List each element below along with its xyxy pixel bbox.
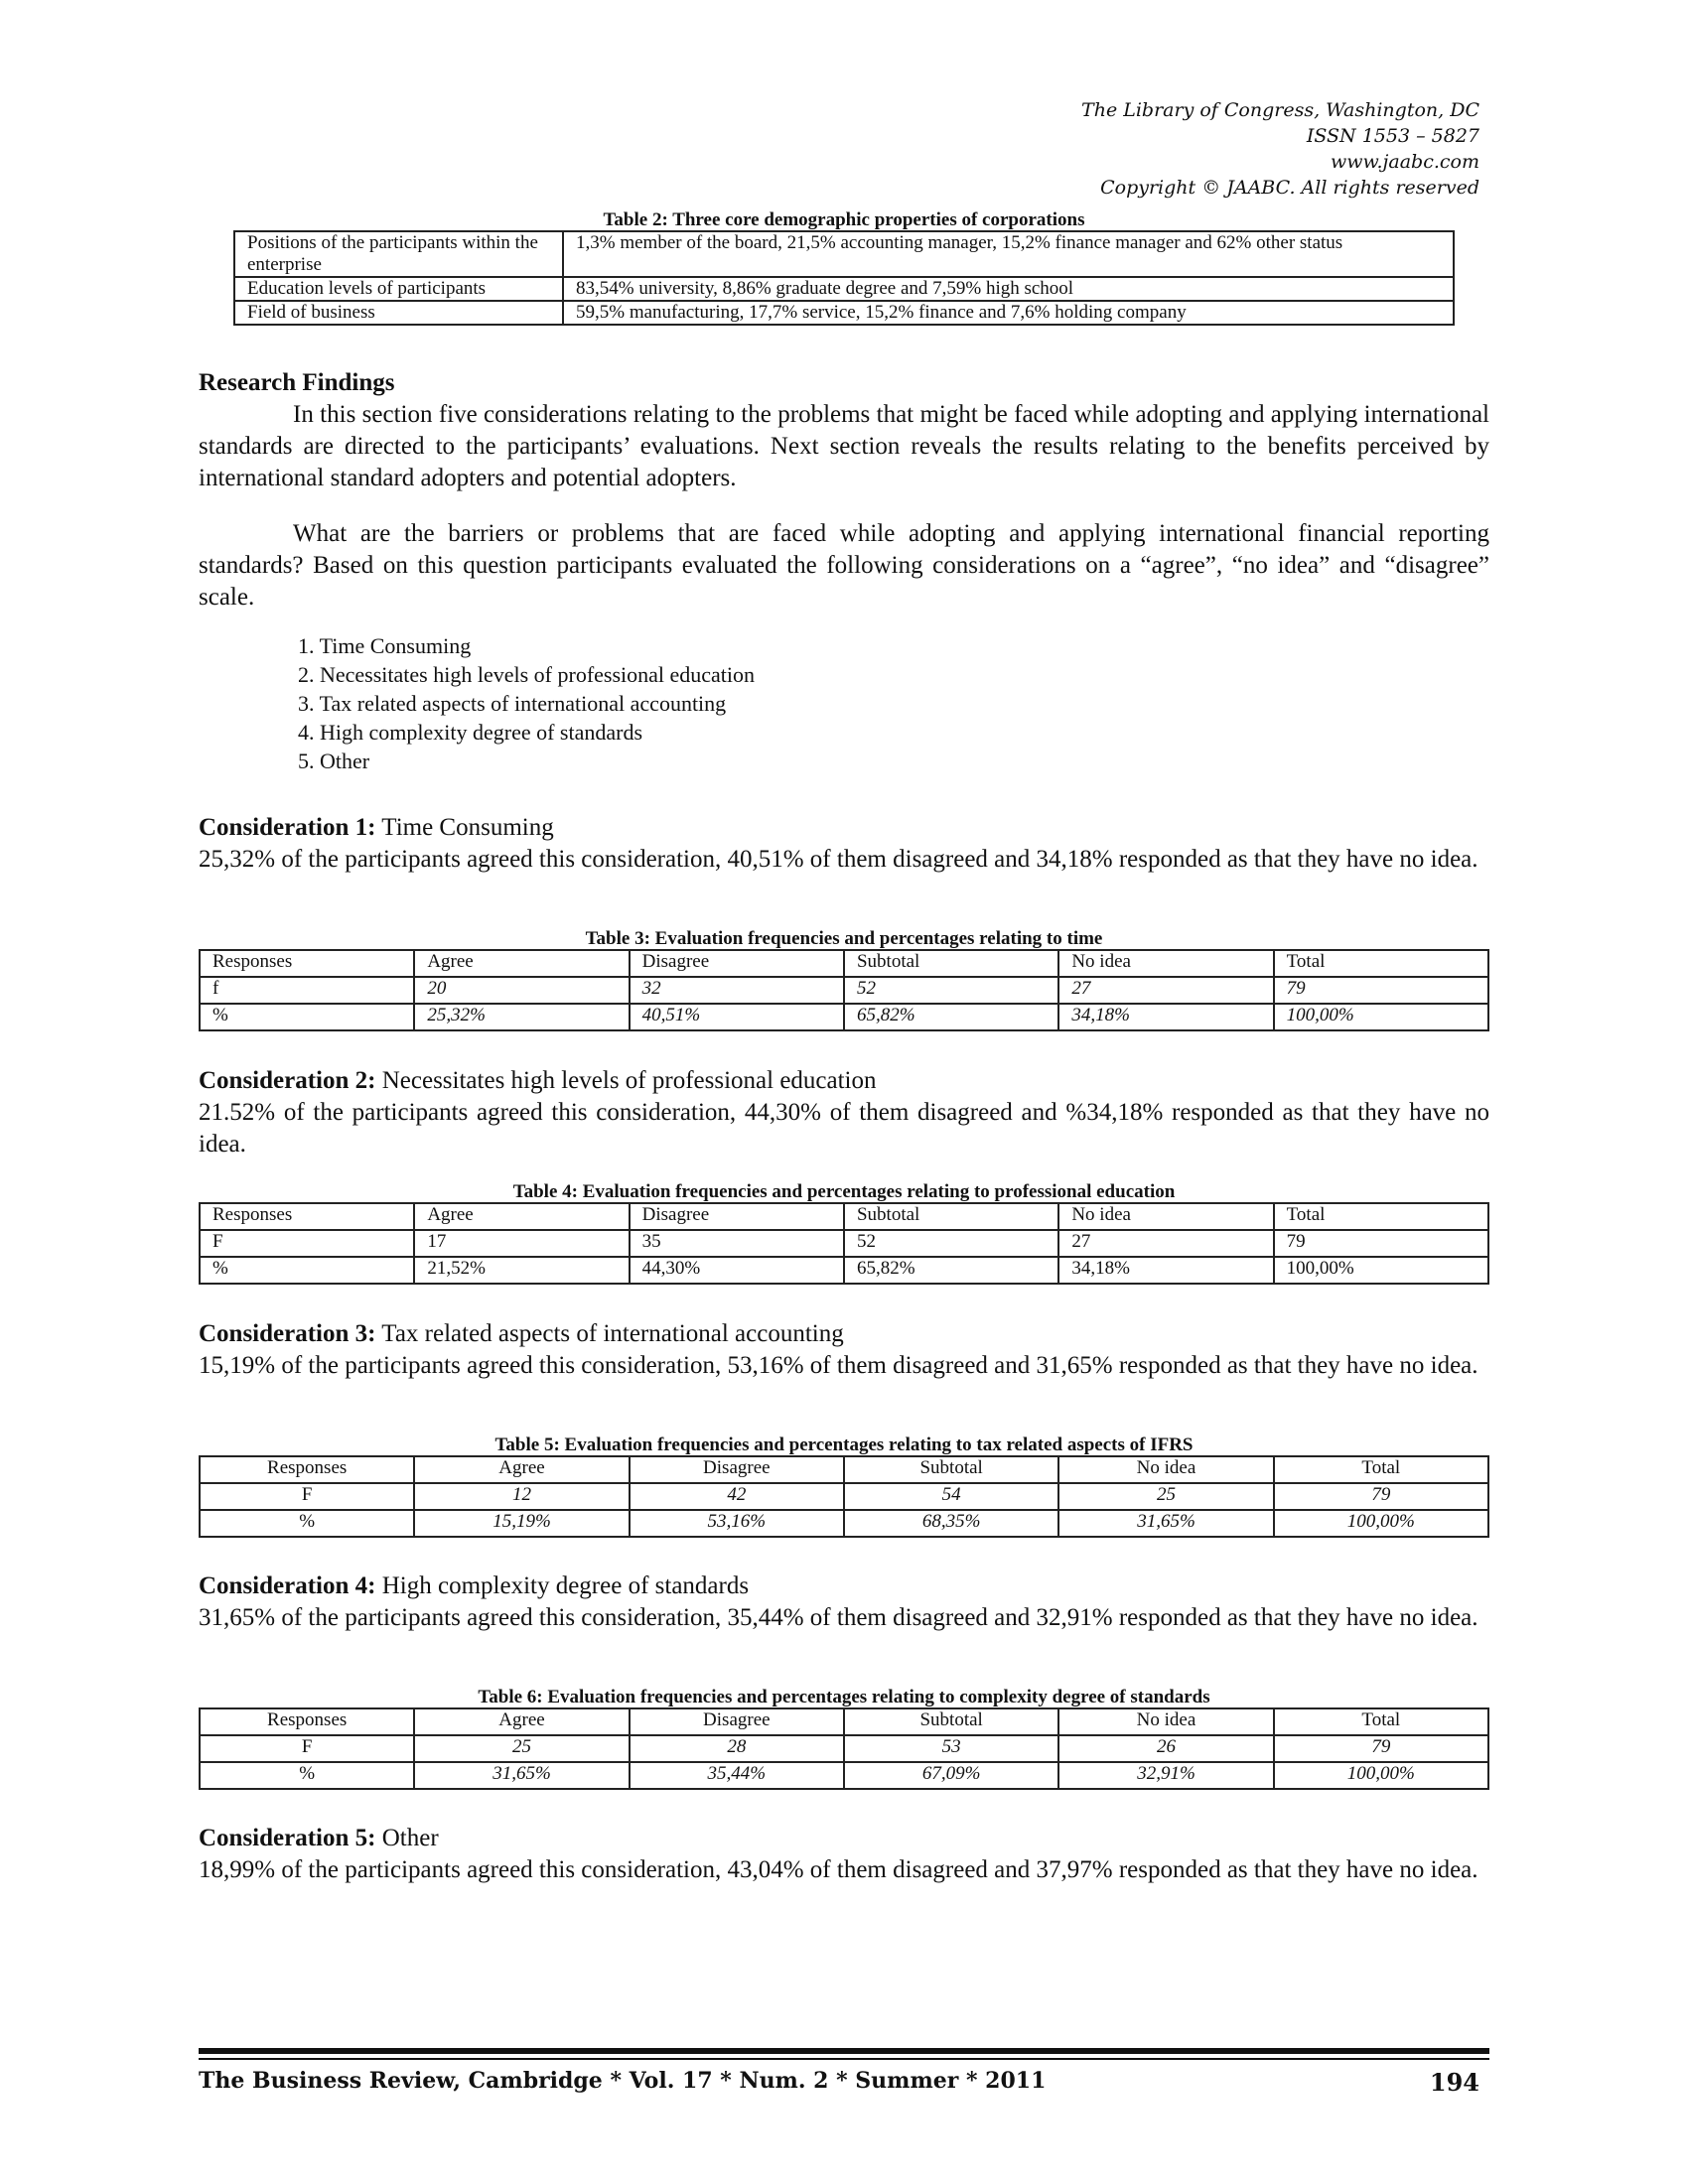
table-cell: % [200, 1257, 414, 1284]
table4-block [199, 1182, 1489, 1285]
table4-caption: Table 4: Evaluation frequencies and percentages relating to professional education [512, 1181, 1176, 1202]
table-cell: % [200, 1510, 414, 1537]
table-row [200, 977, 1488, 1004]
consideration-5 [199, 1823, 1489, 1886]
table-cell: 31,65% [1058, 1510, 1273, 1537]
consideration-text: 25,32% of the participants agreed this consideration, 40,51% of them disagreed and 34,18% responded as that they have no idea. [199, 846, 1478, 873]
table-cell: Field of business [234, 301, 563, 325]
table-cell: 28 [630, 1735, 844, 1762]
header-line-3: www.jaabc.com [1330, 151, 1479, 173]
table6-caption: Table 6: Evaluation frequencies and percentages relating to complexity degree of standards [478, 1687, 1210, 1707]
table-header-cell: Total [1274, 1456, 1488, 1483]
table3 [199, 949, 1489, 1031]
table-header-cell: Agree [414, 1456, 629, 1483]
consideration-3 [199, 1318, 1489, 1382]
page-number: 194 [1429, 2068, 1479, 2097]
table6 [199, 1707, 1489, 1790]
table2-caption: Table 2: Three core demographic properties of corporations [603, 209, 1085, 230]
table-cell: 27 [1058, 1230, 1273, 1257]
table-cell: 26 [1058, 1735, 1273, 1762]
table-row [200, 1230, 1488, 1257]
table-cell: 42 [630, 1483, 844, 1510]
table-header-cell: Responses [200, 1456, 414, 1483]
consideration-label: Consideration 3: [199, 1320, 376, 1347]
consideration-text: 21.52% of the participants agreed this consideration, 44,30% of them disagreed and %34,18% responded as that they have no idea. [199, 1099, 1489, 1158]
table-cell: 25,32% [414, 1004, 629, 1030]
table-header-cell: Agree [414, 1203, 629, 1230]
table-header-cell: No idea [1058, 1203, 1273, 1230]
table-cell: 65,82% [844, 1004, 1058, 1030]
table-header-cell: No idea [1058, 1708, 1273, 1735]
table-header-cell: No idea [1058, 950, 1273, 977]
table-header-cell: Agree [414, 1708, 629, 1735]
table-cell: 65,82% [844, 1257, 1058, 1284]
table-row [200, 1004, 1488, 1030]
running-header [1081, 97, 1479, 201]
consideration-title: Time Consuming [381, 814, 554, 841]
research-findings-section [199, 367, 1489, 494]
table-header-cell: Disagree [630, 1456, 844, 1483]
table-cell: 83,54% university, 8,86% graduate degree and 7,59% high school [563, 277, 1454, 301]
table-cell: 25 [1058, 1483, 1273, 1510]
table-cell: 52 [844, 977, 1058, 1004]
list-item: 2. Necessitates high levels of professional education [298, 662, 756, 687]
paragraph: What are the barriers or problems that are faced while adopting and applying international financial reporting standards? Based on this question participants evaluated the following considerations on a “agree”, “no idea” and “disagree” scale. [199, 520, 1489, 611]
table-cell: 20 [414, 977, 629, 1004]
table-cell: 79 [1274, 977, 1488, 1004]
table5-caption: Table 5: Evaluation frequencies and percentages relating to tax related aspects of IFRS [494, 1434, 1194, 1455]
table-row [200, 1735, 1488, 1762]
list-item: 4. High complexity degree of standards [298, 720, 643, 745]
journal-citation: The Business Review, Cambridge * Vol. 17 * Num. 2 * Summer * 2011 [199, 2068, 1047, 2094]
table-row [200, 1257, 1488, 1284]
paragraph: In this section five considerations relating to the problems that might be faced while adopting and applying international standards are directed to the participants’ evaluations. Next section reveals the results relating to the benefits perceived by international standard adopters and potential adopters. [199, 401, 1489, 491]
table-header-cell: Subtotal [844, 950, 1058, 977]
table6-block [199, 1688, 1489, 1790]
table-cell: 31,65% [414, 1762, 629, 1789]
table-cell: 21,52% [414, 1257, 629, 1284]
table-header-cell: Total [1274, 1203, 1488, 1230]
table-header-cell: Subtotal [844, 1203, 1058, 1230]
table-cell: 17 [414, 1230, 629, 1257]
header-line-4: Copyright © JAABC. All rights reserved [1100, 177, 1479, 199]
table-row [200, 1510, 1488, 1537]
table-cell: 100,00% [1274, 1510, 1488, 1537]
consideration-text: 18,99% of the participants agreed this consideration, 43,04% of them disagreed and 37,97% responded as that they have no idea. [199, 1856, 1478, 1883]
consideration-label: Consideration 2: [199, 1067, 376, 1094]
table-cell: 100,00% [1274, 1004, 1488, 1030]
consideration-1 [199, 812, 1489, 876]
table-cell: 34,18% [1058, 1257, 1273, 1284]
table-cell: 68,35% [844, 1510, 1058, 1537]
table-cell: 34,18% [1058, 1004, 1273, 1030]
table-cell: % [200, 1762, 414, 1789]
table-cell: 35 [630, 1230, 844, 1257]
header-line-2: ISSN 1553 – 5827 [1306, 125, 1479, 147]
table-cell: 100,00% [1274, 1762, 1488, 1789]
table-cell: 79 [1274, 1230, 1488, 1257]
table2-block [199, 210, 1489, 326]
table-cell: 25 [414, 1735, 629, 1762]
table-header-cell: Responses [200, 950, 414, 977]
table-header-cell: Disagree [630, 1203, 844, 1230]
table-header-cell: Agree [414, 950, 629, 977]
table-cell: 15,19% [414, 1510, 629, 1537]
table-cell: 59,5% manufacturing, 17,7% service, 15,2% finance and 7,6% holding company [563, 301, 1454, 325]
table-cell: 79 [1274, 1483, 1488, 1510]
table-header-cell: Disagree [630, 1708, 844, 1735]
consideration-title: Necessitates high levels of professional education [381, 1067, 877, 1094]
table-cell: 12 [414, 1483, 629, 1510]
table-cell: F [200, 1230, 414, 1257]
table3-block [199, 929, 1489, 1031]
table-cell: f [200, 977, 414, 1004]
table-cell: % [200, 1004, 414, 1030]
table-header-cell: Total [1274, 950, 1488, 977]
consideration-text: 31,65% of the participants agreed this consideration, 35,44% of them disagreed and 32,91% responded as that they have no idea. [199, 1604, 1478, 1631]
table-cell: F [200, 1483, 414, 1510]
considerations-list [298, 631, 1489, 775]
table-cell: 32 [630, 977, 844, 1004]
table-cell: 54 [844, 1483, 1058, 1510]
table-header-row [200, 1456, 1488, 1483]
table5-block [199, 1435, 1489, 1538]
section-heading: Research Findings [199, 369, 395, 396]
table-cell: Positions of the participants within the enterprise [234, 231, 563, 277]
table-cell: 44,30% [630, 1257, 844, 1284]
table-header-row [200, 950, 1488, 977]
table-header-cell: Total [1274, 1708, 1488, 1735]
list-item: 5. Other [298, 749, 370, 773]
table-header-cell: Subtotal [844, 1708, 1058, 1735]
consideration-label: Consideration 1: [199, 814, 376, 841]
list-item: 1. Time Consuming [298, 633, 472, 658]
table-row [234, 301, 1454, 325]
table-cell: 67,09% [844, 1762, 1058, 1789]
footer-rule-thick [199, 2048, 1489, 2054]
table-row [200, 1762, 1488, 1789]
table-header-cell: Subtotal [844, 1456, 1058, 1483]
table-header-cell: Disagree [630, 950, 844, 977]
table-row [200, 1483, 1488, 1510]
list-item: 3. Tax related aspects of international accounting [298, 691, 727, 716]
running-footer [199, 2068, 1489, 2097]
consideration-text: 15,19% of the participants agreed this consideration, 53,16% of them disagreed and 31,65% responded as that they have no idea. [199, 1352, 1478, 1379]
table-header-cell: No idea [1058, 1456, 1273, 1483]
table-cell: 53 [844, 1735, 1058, 1762]
table-cell: 79 [1274, 1735, 1488, 1762]
footer-rule-thin [199, 2058, 1489, 2060]
table-row [234, 231, 1454, 277]
table2 [233, 230, 1455, 326]
table-row [234, 277, 1454, 301]
table-cell: Education levels of participants [234, 277, 563, 301]
table-cell: 53,16% [630, 1510, 844, 1537]
table5 [199, 1455, 1489, 1538]
table-cell: 1,3% member of the board, 21,5% accounting manager, 15,2% finance manager and 62% other status [563, 231, 1454, 277]
consideration-label: Consideration 5: [199, 1825, 376, 1851]
table-header-row [200, 1708, 1488, 1735]
table-cell: 52 [844, 1230, 1058, 1257]
consideration-4 [199, 1570, 1489, 1634]
table-cell: 32,91% [1058, 1762, 1273, 1789]
table-cell: 27 [1058, 977, 1273, 1004]
table-header-row [200, 1203, 1488, 1230]
consideration-2 [199, 1065, 1489, 1160]
header-line-1: The Library of Congress, Washington, DC [1081, 99, 1479, 121]
table-cell: 35,44% [630, 1762, 844, 1789]
consideration-title: High complexity degree of standards [381, 1572, 750, 1599]
table-header-cell: Responses [200, 1708, 414, 1735]
table-cell: 40,51% [630, 1004, 844, 1030]
question-block [199, 518, 1489, 614]
table3-caption: Table 3: Evaluation frequencies and percentages relating to time [585, 928, 1103, 949]
consideration-title: Other [381, 1825, 439, 1851]
table-header-cell: Responses [200, 1203, 414, 1230]
consideration-label: Consideration 4: [199, 1572, 376, 1599]
table-cell: 100,00% [1274, 1257, 1488, 1284]
consideration-title: Tax related aspects of international accounting [381, 1320, 844, 1347]
table-cell: F [200, 1735, 414, 1762]
table4 [199, 1202, 1489, 1285]
